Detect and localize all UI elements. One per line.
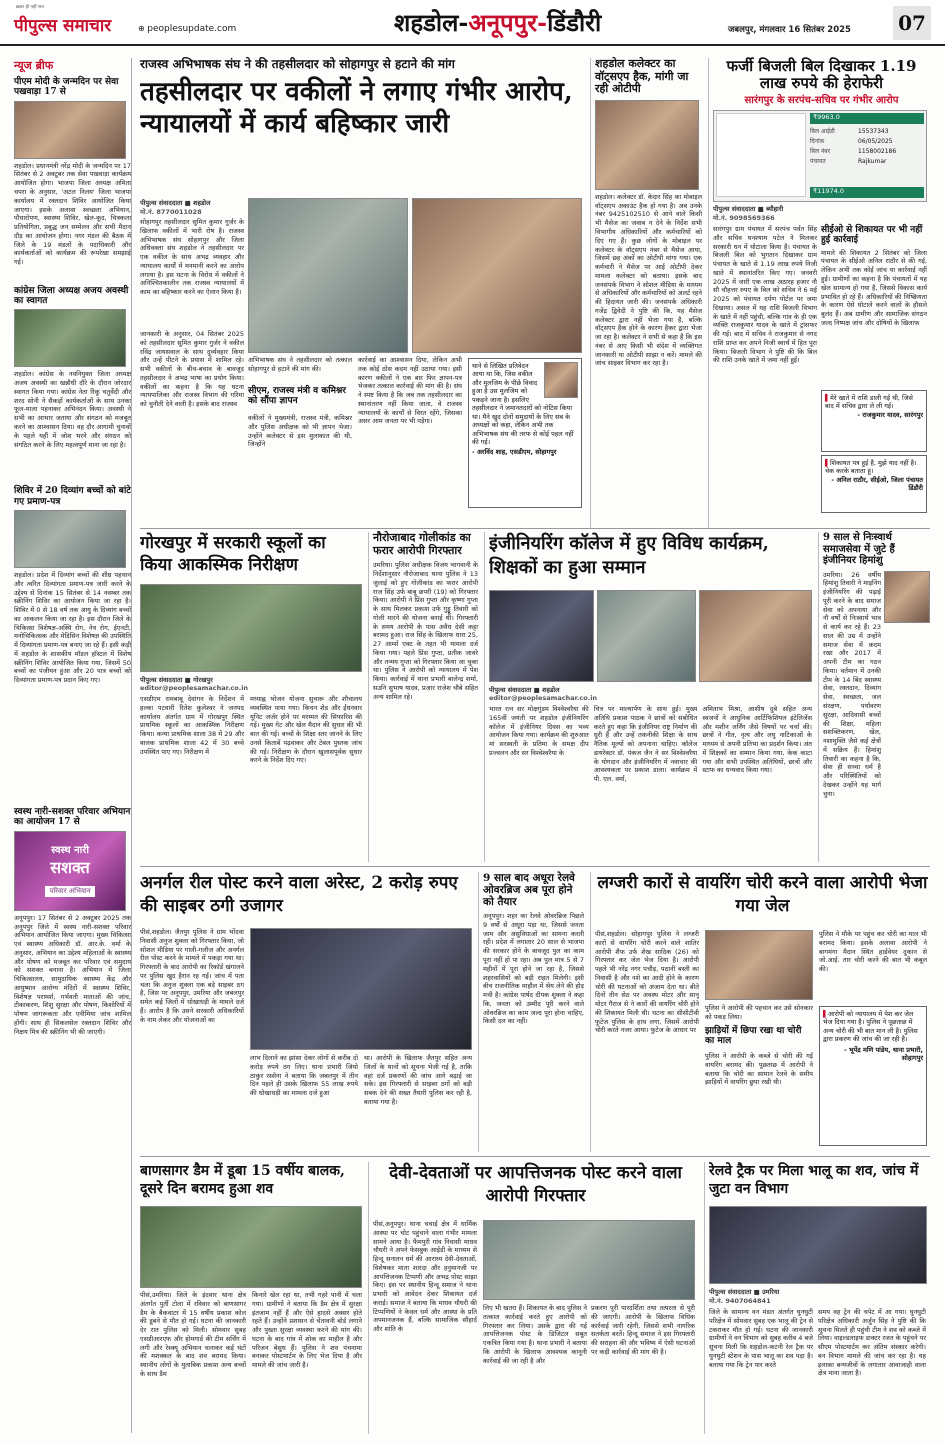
luxury-story <box>590 872 930 1152</box>
banasagar-headline: बाणसागर डैम में डूबा 15 वर्षीय बालक, दूसरे दिन बरामद हुआ शव <box>140 1163 345 1198</box>
top-story-photo-2 <box>412 198 582 353</box>
gorakhpur-photo <box>140 584 362 672</box>
luxury-photo <box>705 930 813 1000</box>
quote-bullet-icon: ▌ <box>825 393 830 402</box>
engineering-photo-2 <box>597 590 696 682</box>
engineering-photo-1 <box>489 590 594 682</box>
luxury-col3: पुलिस ने मौके पर पहुंच कर चोरी का माल भी बरामद किया। इसके अलावा आरोपी ने बागमंगा मैदान स्थित हार्डवेयर दुकान से जो.आई. तार चोरी करने की बात भी कबूल की। <box>819 930 927 974</box>
luxury-headline: लग्जरी कारों से वायरिंग चोरी करने वाला आरोपी भेजा गया जेल <box>597 873 928 916</box>
engineering-email: editor@peoplesamachar.co.in <box>489 694 598 702</box>
luxury-quote-box: ▌आरोपी को न्यायालय में पेश कर जेल भेज दिया गया है। पुलिस ने पूछताछ में अन्य चोरी की भी बात मान ली है। पुलिस द्वारा प्रकरण की जांच की जा रही है। - भूपेंद्र मणि पांडेय, थाना प्रभारी, सोहागपुर <box>819 1006 927 1146</box>
top-story-photo-1 <box>248 198 408 353</box>
bear-story <box>704 1162 930 1434</box>
banasagar-col1: पीसं,उमरिया। जिले के इंदवार थाना क्षेत्र अंतर्गत पुर्ती टोला में रविवार को बाणसागर डैम के बैकवाटर में 15 वर्षीय प्रकाश कोल की डूबने से मौत हो गई। घटना की जानकारी देर रात पुलिस को मिली। सोमवार सुबह एसडीआरएफ और होमगार्ड की टीम सर्चिंग में लगी और रेस्क्यू अभियान चलाकर कई घंटों की मशक्कत के बाद शव बरामद किया। स्थानीय लोगों के मुताबिक प्रकाश अन्य बच्चों के साथ डैम <box>140 1291 246 1378</box>
row-divider-1 <box>140 528 930 529</box>
bill-subhead: सारंगपुर के सरपंच-सचिव पर गंभीर आरोप <box>744 94 899 106</box>
brief-1-text: शहडोल। प्रधानमंत्री नरेंद्र मोदी के जन्मदिन पर 17 सितंबर से 2 अक्टूबर तक सेवा पखवाड़ा कार्यक्रम आयोजित होगा। भाजपा जिला अध्यक्ष अमिता चपरा के अनुसार, 'अटल निलय' जिला भाजपा कार्यालय में रक्तदान शिविर आयोजित किया जाएगा। इसके अलावा स्वच्छता अभियान, पौधारोपण, स्वास्थ्य शिविर, खेल-कूद, चित्रकला प्रतियोगिता, प्रबुद्ध जन सम्मेलन और सभी मैदान दौड़ का आयोजन होगा। नगर मंडल की बैठक में जिले के 19 मंडलों के पदाधिकारी और कार्यकर्ताओं को कार्यक्रम की रूपरेखा समझाई गई। <box>14 161 131 267</box>
page-section-title <box>394 6 601 39</box>
poster-line-1: स्वस्थ नारी <box>51 844 89 856</box>
bear-photo <box>709 1206 927 1284</box>
brief-1-headline: पीएम मोदी के जन्मदिन पर सेवा पखवाड़ा 17 से <box>14 77 119 98</box>
devi-story <box>368 1162 698 1434</box>
gorakhpur-byline: पीपुल्स संवाददाता ■ गोरखपुर <box>140 676 213 684</box>
reel-headline: अनर्गल रील पोस्ट करने वाला अरेस्ट, 2 करोड़ रुपए की साइबर ठगी उजागर <box>140 873 458 916</box>
devi-col2: लिए भी खतरा हैं। शिकायत के बाद पुलिस ने तत्काल कार्रवाई करते हुए आरोपी को गिरफ्तार कर लिया। उसके द्वारा की गई आपत्तिजनक पोस्ट के डिजिटल सबूत एकत्रित किया गया है। थाना प्रभारी ने बताया कि आरोपी के खिलाफ आवश्यक कानूनी कार्रवाई की जा रही है और <box>483 1304 587 1365</box>
bill-row: बिल नंबर 1158002186 <box>810 148 897 155</box>
engineering-story <box>484 532 812 862</box>
gorakhpur-story <box>140 532 362 862</box>
brief-4-poster <box>14 831 126 911</box>
brief-2-text: शहडोल। कांग्रेस के नवनियुक्त जिला अध्यक्ष अजय अवस्थी का खन्नौधी दौरे के दौरान जोरदार स्वागत किया गया। कांग्रेस नेता रिंकू चतुर्वेदी और शरद सोनी ने सैकड़ों कार्यकर्ताओं के साथ उनका फूल-माला पहनाकर अभिनंदन किया। अवस्थी ने सभी का आभार जताया और संगठन को मजबूत करने का आश्वासन दिया। वह दौर आगामी चुनावों के पहले यहीं में जोश भरने और संगठन को संगठित करने के लिए महत्वपूर्ण माना जा रहा है। <box>14 370 131 449</box>
banasagar-story <box>140 1162 362 1434</box>
reel-col2: लाभ दिलाने का झांसा देकर लोगों से करीब दो करोड़ रुपये ठग लिए। थाना प्रभारी जियो ठाकुर रस्सेना ने बताया कि जबलपुर में तीन दिन पहले ही उसके खिलाफ 55 लाख रुपये की धोखाधड़ी का मामला दर्ज हुआ <box>250 1054 358 1098</box>
bill-form-thumb <box>716 113 806 197</box>
masthead <box>0 0 945 46</box>
website-link[interactable]: ⊕ peoplesupdate.com <box>138 24 237 34</box>
overbridge-story <box>478 872 584 1152</box>
brief-4-headline: स्वस्थ नारी-सशक्त परिवार अभियान का आयोजन 17 से <box>14 807 131 828</box>
title-dindori: डिंडौरी <box>547 8 602 37</box>
brief-3-photo <box>14 510 126 568</box>
dateline: जबलपुर, मंगलवार 16 सितंबर 2025 <box>728 25 851 35</box>
luxury-col1: पीसं,शहडोल। सोहागपुर पुलिस ने लग्जरी कारों से वायरिंग चोरी करने वाले शातिर आरोपी शैफ उर्फ शेख सादिक (26) को गिरफ्तार कर जेल भेज दिया है। आरोपी पहले भी नरेंद्र नगर पचौड़, पठानी बस्ती का निवासी है और नशे का आदी होने के कारण चोरी की घटनाओं को अंजाम देता था। बीते दिनों तीन सेठ पर अवस्थ मोटर और सानू मोटर गैराज से ने कारों की वायरिंग चोरी होने की शिकायत मिली थी। घटना का सीसीटीवी फुटेज पुलिस के हाथ लगा, जिसमें आरोपी चोरी करते नजर आया। फुटेज के आधार पर <box>595 930 699 1035</box>
title-shahdol: शहडोल- <box>394 8 469 37</box>
naurozabad-story <box>368 532 478 862</box>
logo-text: पीपुल्स समाचार <box>14 16 112 36</box>
top-story-col3b: वकीलों ने मुख्यमंत्री, राजस्व मंत्री, कमिश्नर और पुलिस अधीक्षक को भी ज्ञापन भेजा। उन्होंने कलेक्टर से इस मुलाकात की थी, जिन्होंने <box>248 414 352 449</box>
naurozabad-text: उमरिया। पुलिस अधीक्षक विजय भागवानी के निर्देशानुसार नौरोजाबाद थाना पुलिस ने 13 जुलाई को हुए गोलीकांड का फरार आरोपी राज सिंह उर्फ बाबू छपरी (19) को गिरफ्तार किया। आरोपी ने प्रिंस गुप्ता और कृष्णा गुप्ता के साथ मिलकर प्रकाश उर्फ गुड्डू तिवारी को गोली मारने की योजना बनाई थी। गिरफ्तारी के समय आरोपी के पास अवैध देसी कट्टा बरामद हुआ। राज सिंह के खिलाफ धारा 25, 27 आर्म्स एक्ट के तहत भी मामला दर्ज किया गया। पहले प्रिंस गुप्ता, प्रतीक जावरे और तन्मय गुप्ता को गिरफ्तार किया जा चुका था। पुलिस ने आरोपी को न्यायालय में पेश किया। कार्रवाई में थाना प्रभारी बालेन्द्र शर्मा, सउनि सुभाष यादव, प्रआर राजेश चौबे सहित अन्य शामिल रहे। <box>373 561 478 701</box>
bill-quote-2: ▌शिकायत पत्र हुई है, मुझे याद नहीं है। चेक करके बताता हूं। - अनिल राठौर, सीईओ, जिला पंचायत डिंडौरी <box>821 455 927 513</box>
bill-row: पंचायत Rajkumar <box>810 158 887 165</box>
collector-story <box>590 58 702 528</box>
bill-quote-1: ▌मेरे खाते में राशि डाली गई थी, जिसे बाद में सचिव द्वारा ले ली गई। - राजकुमार यादव, सारंगपुर <box>821 390 927 452</box>
luxury-col2b: पुलिस ने आरोपी के कब्जे से चोरी की गई वायरिंग बरामद की। पूछताछ में आरोपी ने बताया कि चोरी का सामान रेलवे के समीप झाड़ियों में वायरिंग छुपा रखी थी। <box>705 1052 813 1087</box>
bill-headline: फर्जी बिजली बिल दिखाकर 1.19 लाख रुपये की हेराफेरी <box>726 57 917 93</box>
himanshu-text: उमरिया। 26 वर्षीय हिमांशु तिवारी ने माइनिंग इंजीनियरिंग की पढ़ाई पूरी करने के बाद समाज सेवा को अपनाया और नौ वर्षों से निःस्वार्थ भाव से कार्य कर रहे हैं। 23 साल की उम्र में उन्होंने समाज सेवा में कदम रखा और 2017 में अपनी टीम का गठन किया। वर्तमान में उनकी टीम के 14 बिंद स्वास्थ्य सेवा, रक्तदान, दिव्यांग सेवा, स्वच्छता, जल संरक्षण, पर्यावरण सुरक्षा, आदिवासी बच्चों की शिक्षा, महिला सशक्तिकरण, खेल, नशामुक्ति जैसे कई क्षेत्रों में सक्रिय हैं। हिमांशु तिवारी का कहना है कि, सेवा ही सच्चा धर्म है और परिस्थितियों को देखकर उन्होंने यह मार्ग चुना। <box>823 570 881 798</box>
bear-mobile: मो.नं. 9407064841 <box>709 1297 771 1305</box>
collector-headline: शहडोल कलेक्टर का वॉट्सएप हैक, मांगी जा रही ओटीपी <box>595 57 689 96</box>
top-story-col2: जानकारी के अनुसार, 04 सितंबर 2025 को तहसीलदार सुमित कुमार गुर्जर ने वकील रविंद्र जायसवाल के साथ दुर्व्यवहार किया और उन्हें पीटने के प्रयास में शामिल रहे। सभी वकीलों के बीच-बचाव के बावजूद तहसीलदार ने अभद्र भाषा का प्रयोग किया। वकीलों का कहना है कि यह घटना न्यायपालिका और राजस्व विभाग की गरिमा को चुनौती देने वाली है। इसके बाद राजस्व <box>140 330 244 409</box>
quote-bullet-icon: ▌ <box>823 1010 828 1018</box>
overbridge-text: अनूपपुर। शहर का रेलवे ओवरब्रिज पिछले 9 वर्षों से अधूरा पड़ा था, जिससे जनता जाम और असुविधाओं का सामना करती रही। प्रदेश में लगातार 20 साल से भाजपा की सरकार होने के बावजूद पुल का काम पूरा नहीं हो पा रहा। अब पुल मात्र 5 से 7 महीनों में पूरा होने जा रहा है, जिससे शहरवासियों को बड़ी राहत मिलेगी। इसी बीच राजनीतिक माहौल में श्रेय लेने की होड़ मची है। कांग्रेस पार्षद दीपक शुक्ला ने कहा कि, जनता को उम्मीद पूरी करने वाले ओवरब्रिज का काम जल्द पूरा होना चाहिए, किसी दल का नहीं। <box>483 912 584 1026</box>
byline: पीपुल्स संवाददाता ■ शहडोल <box>140 199 211 207</box>
gorakhpur-email: editor@peoplesamachar.co.in <box>140 684 249 692</box>
engineering-col1: भारत रत्न सर मोक्षगुंडम विश्वेश्वरैया की 165वीं जयंती पर शहडोल इंजीनियरिंग कॉलेज में इंजीनियर दिवस का भव्य आयोजन किया गया। कार्यक्रम की शुरुआत मां सरस्वती के प्रतिमा के समक्ष दीप प्रज्वलन और सर विश्वेश्वरैया के <box>489 705 589 757</box>
top-story-col1: सोहागपुर तहसीलदार सुमित कुमार गुर्जर के खिलाफ वकीलों में भारी रोष है। राजस्व अभिभाषक संघ सोहागपुर और जिला अधिवक्ता संघ शहडोल ने तहसीलदार पर एक वकील के साथ अभद्र व्यवहार और न्यायालय कार्यों में मनमानी करने का आरोप लगाया है। इस घटना के विरोध में वकीलों ने अनिश्चितकालीन तक राजस्व न्यायालयों में काम का बहिष्कार करने का ऐलान किया है। <box>140 218 244 297</box>
luxury-subhead: झाड़ियों में छिपा रखा था चोरी का माल <box>705 1026 802 1047</box>
devi-col3: प्रकरण पूरी पारदर्शिता तथा तत्परता से पूरी की जाएगी। आरोपी के खिलाफ विधिक कार्रवाई जारी रहेगी, जिससे सभी नागरिक सतर्कता बरतें। हिन्दू समाज ने इस गिरफ्तारी की सराहना की और भविष्य में ऐसी घटनाओं पर कड़ी कार्रवाई की मांग की है। <box>591 1304 695 1356</box>
brief-3-text: शहडोल। प्रदेश में दिव्यांग बच्चों की शीघ्र पहचान और त्वरित दिव्यांगता प्रमाण-पत्र जारी करने के उद्देश्य से दिनांक 15 सितंबर से 14 नवम्बर तक स्क्रीनिंग शिविर का आयोजन किया जा रहा है। शिविर में 0 से 18 वर्ष तक आयु के दिव्यांग बच्चों का आकलन किया जा रहा है। इस दौरान जिले के चिकित्सा विशेषज्ञ-अस्थि रोग, नेत्र रोग, ईएनटी, मनोचिकित्सक और मेडिसिन विशेषज्ञ की उपस्थिति में दिव्यांगता प्रमाण-पत्र बनाए जा रहे हैं। इसी कड़ी में शहडोल के शासकीय मॉडल हॉस्टल में विशेष स्क्रीनिंग शिविर आयोजित किया गया, जिसमें 50 बच्चों का पंजीयन हुआ और 20 पात्र बच्चों को दिव्यांगता प्रमाण-पत्र प्रदान किए गए। <box>14 571 131 685</box>
poster-line-2: सशक्त <box>50 857 90 877</box>
reel-story <box>140 872 474 1152</box>
bear-headline: रेलवे ट्रैक पर मिला भालू का शव, जांच में जुटा वन विभाग <box>709 1163 919 1198</box>
bill-text: सारंगपुर ग्राम पंचायत में सरपंच पर्वत सिंह और सचिव घनश्याम पटेल ने मिलकर सरकारी धन में घोटाला किया है। पंचायत के बिजली बिल को भुगतान दिखाकर ग्राम पंचायत के खाते से 1.19 लाख रुपये निजी खाते में स्थानांतरित किए गए। जनवरी 2025 में जारी एक लाख अठारह हजार नौ सौ चौहत्तर रुपए के बिल को सचिव ने 6 मई 2025 को पंचायत दर्पण पोर्टल पर जमा दिखाया। असल में यह राशि बिजली विभाग के खाते में नहीं पहुंची, बल्कि गांव के ही एक व्यक्ति राजकुमार यादव के खाते में ट्रांसफर की गई। बाद में सचिव ने राजकुमार से नगद राशि प्राप्त कर अपने निजी स्वार्थ में हित पूरा किया। बिजली विभाग ने पुष्टि की कि बिल की राशि उनके खाते में जमा नहीं हुई। <box>713 225 817 365</box>
sdm-photo <box>544 362 578 398</box>
reporter-mobile: मो.नं. 8770011028 <box>140 208 202 216</box>
sidebar-label: न्यूज ब्रीफ <box>14 59 54 72</box>
brief-1-photo <box>14 101 126 159</box>
top-story-col4: कार्रवाई का आश्वासन दिया, लेकिन अभी तक कोई ठोस कदम नहीं उठाया गया। इसी कारण वकीलों ने एक बार फिर ज्ञापन-पत्र भेजकर तत्काल कार्रवाई की मांग की है। संघ ने स्पष्ट किया है कि जब तक तहसीलदार का स्थानांतरण नहीं किया जाता, वे राजस्व न्यायालयों के कार्यों से विरत रहेंगे, जिसका असर आम जनता पर भी पड़ेगा। <box>358 356 462 426</box>
top-story-kicker: राजस्व अभिभाषक संघ ने की तहसीलदार को सोहागपुर से हटाने की मांग <box>140 57 455 71</box>
banasagar-col2: किनारे खेल रहा था, तभी गहरे पानी में चला गया। ग्रामीणों ने बताया कि डैम क्षेत्र में सुरक्षा इंतजाम नहीं हैं और ऐसे हादसे अक्सर होते रहते हैं। उन्होंने प्रशासन से चेतावनी बोर्ड लगाने और पुख्ता सुरक्षा व्यवस्था करने की मांग की। घटना के बाद गांव में शोक का माहौल है और परिजन बेसुध हैं। पुलिस ने शव पंचनामा बनाकर पोस्टमार्टम के लिए भेज दिया है और मामले की जांच जारी है। <box>252 1291 362 1370</box>
top-story-col3: अभिभाषक संघ ने तहसीलदार को तत्काल सोहागपुर से हटाने की मांग की। <box>248 356 352 373</box>
overbridge-headline: 9 साल बाद अधूरा रेलवे ओवरब्रिज अब पूरा होने को तैयार <box>483 872 575 909</box>
himanshu-photo <box>884 571 930 623</box>
news-brief-sidebar <box>14 58 132 1433</box>
devi-col1: पीसं,अनूपपुर। थाना चचाई क्षेत्र में धार्मिक आस्था पर चोट पहुंचाने वाला गंभीर मामला सामने आया है। फैमपुरी गांव निवासी माधव चौधरी ने अपने फेसबुक आईडी के माध्यम से हिन्दू सनातन धर्म की आराध्य देवी-देवताओं, विशेषकर माता शारदा और हनुमानजी पर आपत्तिजनक टिप्पणी और अभद्र पोस्ट साझा किए। इस पर स्थानीय हिन्दू समाज ने थाना प्रभारी को आवेदन देकर शिकायत दर्ज कराई। समाज ने बताया कि माधव चौधरी की टिप्पणियों ने केवल धर्म और आस्था के प्रति अपमानजनक हैं, बल्कि सामाजिक सौहार्द और शांति के <box>373 1220 477 1334</box>
banasagar-photo <box>140 1206 362 1288</box>
bill-row: बिल आईडी 15537343 <box>810 128 889 135</box>
bill-byline: पीपुल्स संवाददाता ■ ब्यौहारी <box>713 205 784 213</box>
logo-tagline: ख़बर ही नहीं सच <box>16 5 44 10</box>
quote-bullet-icon: ▌ <box>825 458 830 467</box>
collector-photo <box>595 100 699 190</box>
engineering-headline: इंजीनियरिंग कॉलेज में हुए विविध कार्यक्रम, शिक्षकों का हुआ सम्मान <box>489 533 769 579</box>
bill-amount-bottom: ₹11974.0 <box>810 187 924 198</box>
engineering-col3: अमिताभ मिश्रा, आशीष दुबे सहित अन्य स्वजनों ने आधुनिक आर्टिफिशियल इंटेलिजेंस और मशीन लर्निंग जैसे विषयों पर चर्चा की। छात्रों ने गीत, नृत्य और लघु नाटिकाओं के माध्यम से अपनी प्रतिभा का प्रदर्शन किया। अंत में शिक्षकों का सम्मान किया गया, केक काटा गया और सभी उपस्थित अतिथियों, छात्रों और स्टाफ का धन्यवाद किया गया। <box>702 705 813 775</box>
brief-2-headline: कांग्रेस जिला अध्यक्ष अजय अवस्थी का स्वागत <box>14 285 129 307</box>
reel-photo <box>250 928 472 1050</box>
sdm-quote-text: थाने से लिखित प्रतिवेदन आया था कि, जिस वकील और मुलजिम के पीछे विवाद हुआ है उस मुलजिम को पकड़ने जाना है। इसलिए तहसीलदार ने जमानतदारों को नोटिस किया था। मैने खुद दोनों समुदायों के लिए सब के अध्यक्षों को कहा, लेकिन अभी तक अभिभाषक संघ की तरफ से कोई पहल नहीं की गई। <box>472 362 574 446</box>
row-divider-3 <box>140 1156 930 1157</box>
sdm-quote-by: - अरविंद शाह, एसडीएम, सोहागपुर <box>472 448 557 457</box>
top-story-byline-block <box>140 198 245 216</box>
bill-screenshot <box>713 110 927 202</box>
masthead-logo <box>14 4 124 42</box>
bear-col2: समय वह ट्रेन की चपेट में आ गया। घुनघुटी परिक्षेत्र अधिकारी अर्जुन सिंह ने पुष्टि की कि सूचना मिलते ही पहुंची टीम ने शव को कब्जे में लिया। वाइल्डलाइफ डाक्टर रजत के पहुंचने पर सीएम पोस्टमार्टम कर अंतिम संस्कार करेगी। बन विभाग मामले की जांच कर रहा है। यह इलाका बन्यजीवों के लगातार आवाजाही वाला क्षेत्र माना जाता है। <box>818 1308 926 1378</box>
bear-byline: पीपुल्स संवाददाता ■ उमरिया <box>709 1288 780 1296</box>
title-anuppur: अनूपपुर- <box>468 8 548 37</box>
page-number: 07 <box>893 6 931 40</box>
globe-icon: ⊕ <box>138 24 148 33</box>
sdm-quote-box <box>468 358 582 508</box>
bill-side-text: मामले की शिकायत 2 सितंबर को जिला पंचायत के सीईओ अनिल राठौर से की गई, लेकिन अभी तक कोई जांच या कार्रवाई नहीं हुई। ग्रामीणों का कहना है कि पंचायतों में यह खेल सामान्य हो गया है, जिससे विकास कार्य प्रभावित हो रहे हैं। अधिकारियों की निष्क्रियता के कारण ऐसे घोटाले करने वालों के हौसले बुलंद हैं। अब ग्रामीण और सामाजिक संगठन जल्द निष्पक्ष जांच और दोषियों के खिलाफ <box>821 248 927 327</box>
luxury-col2: पुलिस ने आरोपी की पहचान कर उसे सोनकार को पकड़ लिया। <box>705 1004 813 1021</box>
reel-col1: पीसं,शहडोल। जैतपुर पुलिस ने ग्राम भोंदवा निवासी अनुज शुक्ला को गिरफ्तार किया, जो सोशल मीडिया पर गाली-गलौज और अनर्गल रील पोस्ट करने के मामले में पकड़ा गया था। गिरफ्तारी के बाद आरोपी का रिकॉर्ड खंगालने पर पुलिस खुद हैरान रह गई। जांच में पता चला कि अनुज शुक्ला एक बड़े साइबर ठग है, जिस पर अनूपपुर, उमरिया और जबलपुर समेत कई जिलों में धोखाधड़ी के मामले दर्ज हैं। आरोप है कि उसने सरकारी अधिकारियों के नाम लेकर और योजनाओं का <box>140 928 244 1024</box>
gorakhpur-headline: गोरखपुर में सरकारी स्कूलों का किया आकस्मिक निरीक्षण <box>140 533 326 576</box>
bill-mobile: मो.नं. 9098569366 <box>713 214 775 222</box>
poster-line-3: परिवार अभियान <box>45 886 94 897</box>
brief-3-headline: शिविर में 20 दिव्यांग बच्चों को बांटे गए प्रमाण-पत्र <box>14 486 131 507</box>
brief-4-text: अनूपपुर। 17 सितंबर से 2 अक्टूबर 2025 तक अनूपपुर जिले में स्वस्थ नारी-सशक्त परिवार अभियान आयोजित किया जाएगा। मुख्य चिकित्सा एवं स्वास्थ्य अधिकारी डॉ. आर.के. वर्मा के अनुसार, अभियान का उद्देश्य महिलाओं के स्वास्थ्य और पोषण को मजबूत कर परिवार एवं समुदाय को सशक्त बनाना है। अभियान में जिला चिकित्सालय, सामुदायिक स्वास्थ्य केंद्र और आयुष्मान आरोग्य मंदिरों में स्वास्थ्य शिविर, विशेषज्ञ परामर्श, गर्भवती माताओं की जांच, टीकाकरण, शिशु सुरक्षा और पोषण, किशोरियों में पोषण जागरूकता और एनीमिया जांच शामिल होंगी। साथ ही सिकलसेल रक्तदान शिविर और निक्षय मित्र की स्क्रीनिंग भी की जाएगी। <box>14 913 131 1036</box>
engineering-col2: चित्र पर माल्यार्पण के साथ हुई। मुख्य अतिथि प्रकाश पाठक ने छात्रों को संबोधित करते हुए कहा कि इंजीनियर राष्ट्र निर्माण की धुरी हैं और उन्हें तकनीकी शिक्षा के साथ नैतिक मूल्यों को अपनाना चाहिए। कॉलेज डायरेक्टर डॉ. पंकज जैन ने सर विश्वेश्वरैया के योगदान और इंजीनियरिंग में नवाचार की आवश्यकता पर प्रकाश डाला। कार्यक्रम में पी. एल. वर्मा, <box>593 705 698 784</box>
engineering-photo-3 <box>699 590 812 682</box>
row-divider-2 <box>140 866 930 867</box>
bear-col1: जिले के सामान्य वन मंडल अंतर्गत घुनघुटी परिक्षेत्र में सोमवार सुबह एक भालू की ट्रेन से टकराकर मौत हो गई। घटना की जानकारी ग्रामीणों ने वन विभाग को सुबह करीब 4 बजे सूचना मिली कि शहडोल-कटनी रेल ट्रैक पर घुनघुटी स्टेशन के पास भालू का शव पड़ा है। बताया गया कि ट्रेन पार करते <box>709 1308 813 1369</box>
reel-col3: था। आरोपी के खिलाफ जैतपुर सहित अन्य जिलों के थानों को सूचना भेजी गई है, ताकि वहां दर्ज प्रकरणों की जांच आगे बढ़ाई जा सके। इस गिरफ्तारी से साइबर ठगों को बड़ी सबक देने की सख्त तैयारी पुलिस कर रही है, बताया गया है। <box>364 1054 472 1106</box>
bill-side-head: सीईओ से शिकायत पर भी नहीं हुई कार्रवाई <box>821 225 923 246</box>
bill-amount-top: ₹9963.0 <box>810 113 924 124</box>
engineering-byline: पीपुल्स संवाददाता ■ शहडोल <box>489 686 560 694</box>
bill-rows <box>810 127 924 167</box>
bill-story <box>708 58 930 528</box>
gorakhpur-col1: एसडीएम रामबाबू देवांगन के निर्देशन में हल्का पटवारी रितेश कुलेश्वर ने जनपद कार्यालय अंतर्गत ग्राम में गोरखपुर स्थित प्राथमिक स्कूलों का आकस्मिक निरीक्षण किया। कन्या प्राथमिक शाला 38 में 29 और बालक प्राथमिक शाला 42 में 30 बच्चे उपस्थित पाए गए। निरीक्षण में <box>140 695 244 756</box>
brief-2-photo <box>14 309 126 367</box>
devi-headline: देवी-देवताओं पर आपत्तिजनक पोस्ट करने वाला आरोपी गिरफ्तार <box>389 1163 682 1206</box>
bill-row: दिनांक 06/05/2025 <box>810 138 893 145</box>
top-story-subhead: सीएम, राजस्व मंत्री व कमिश्नर को सौंपा ज्ञापन <box>248 386 346 407</box>
gorakhpur-col2: मध्याह्न भोजन योजना सुचारू और शौचालय व्यवस्थित पाया गया। किचन शेड और ईंधनवार यूनिट जर्जर होने पर मरम्मत की सिफारिश की गई। मुख्य गेट और खेल मैदान की सुधार की भी बात की गई। बच्चों के शिक्षा स्तर जानने के लिए उनसे किताबें पढ़वाकर और टेबल पुस्तक जांच की गई। निरीक्षण के दौरान खुलासपूर्वक सुधार करने के निर्देश दिए गए। <box>250 695 362 765</box>
top-story-headline: तहसीलदार पर वकीलों ने लगाए गंभीर आरोप, न्यायालयों में कार्य बहिष्कार जारी <box>140 76 573 140</box>
collector-text: शहडोल। कलेक्टर डॉ. केदार सिंह का मोबाइल वॉट्सएप अकाउंट हैक हो गया है। अब उनके नंबर 9425102510 से आने वाले किसी भी मैसेज का जवाब न देने के निर्देश सभी विभागीय अधिकारियों और कर्मचारियों को दिए गए हैं। कुछ लोगों के मोबाइल पर कलेक्टर के वॉट्सएप नंबर से मैसेज आया, जिसमें छह अंकों का ओटीपी मांगा गया। एक कर्मचारी ने मैसेज पर आई ओटीपी देकर मामला कलेक्टर को बताया। इसके बाद जनसंपर्क विभाग ने सोशल मीडिया के माध्यम से अधिकारियों और कर्मचारियों को अलर्ट रहने की हिदायत जारी की। जनसंपर्क अधिकारी गजेंद्र द्विवेदी ने पुष्टि की कि, यह मैसेज कलेक्टर द्वारा नहीं भेजा गया है, बल्कि वॉट्सएप हैक होने के कारण हैकर द्वारा भेजा जा रहा है। कलेक्टर ने सभी से कहा है कि इस नंबर से आए किसी भी संदेश में व्यक्तिगत जानकारी या ओटीपी साझा न करें। मामले की जांच साइबर विभाग कर रहा है। <box>595 192 702 368</box>
himanshu-story <box>818 532 930 862</box>
himanshu-headline: 9 साल से निःस्वार्थ समाजसेवा में जुटे हैं इंजीनियर हिमांशु <box>823 532 895 566</box>
devi-photo <box>483 1220 695 1300</box>
top-story <box>140 58 582 528</box>
naurozabad-headline: नौरोजाबाद गोलीकांड का फरार आरोपी गिरफ्तार <box>373 531 471 557</box>
